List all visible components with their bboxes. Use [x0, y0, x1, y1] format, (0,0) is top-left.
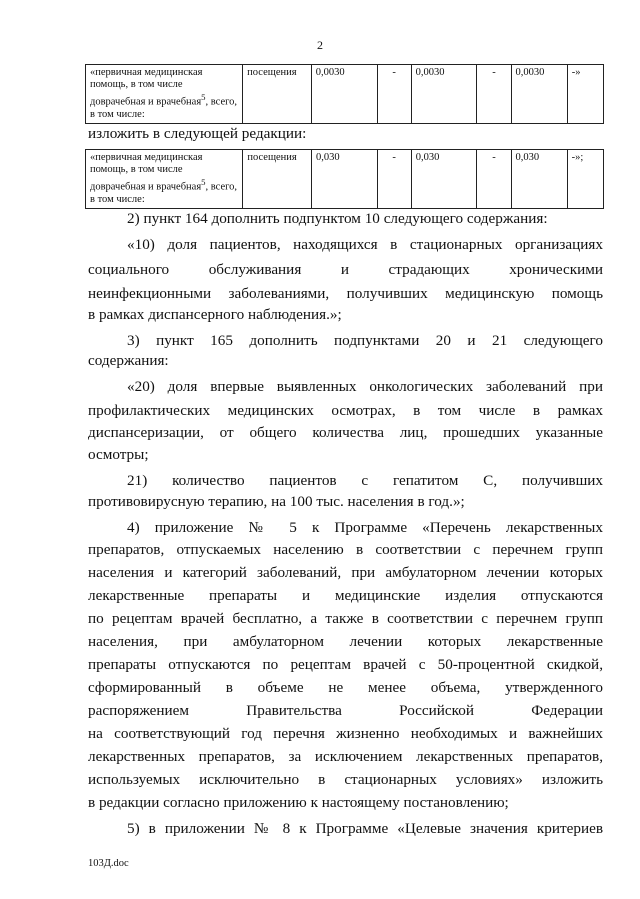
text-line: неинфекционными заболеваниями, получивших медицинскую помощь [88, 285, 603, 302]
text-line: препараты отпускаются по рецептам врачей с 50-процентной скидкой, [88, 656, 603, 673]
text-line: социального обслуживания и страдающих хроническими [88, 261, 603, 278]
table-row [86, 150, 604, 209]
table-cell-dash: - [477, 65, 511, 124]
text-line: лекарственных препаратов, за исключением лекарственных препаратов, [88, 748, 603, 765]
text-line: противовирусную терапию, на 100 тыс. населения в год.»; [88, 493, 465, 510]
text-line: населения, при амбулаторном лечении которых лекарственные [88, 633, 603, 650]
text-line: «20) доля впервые выявленных онкологических заболеваний при [127, 378, 603, 395]
table-cell-indicator: «первичная медицинская помощь, в том числе доврачебная и врачебная$^5$, всего, в том числе: [86, 65, 243, 124]
indicator-table-old [85, 64, 604, 124]
page-number: 2 [317, 38, 323, 52]
text-line: в рамках диспансерного наблюдения.»; [88, 306, 342, 323]
text-line: препаратов, отпускаемых населению в соответствии с перечнем групп [88, 541, 603, 558]
table-cell-value: 0,030 [411, 150, 477, 209]
text-line: по рецептам врачей бесплатно, а также в соответствии с перечнем групп [88, 610, 603, 627]
text-line: населения и категорий заболеваний, при амбулаторном лечении которых [88, 564, 603, 581]
text-line: сформированный в объеме не менее объема, утвержденного [88, 679, 603, 696]
table-row [86, 65, 604, 124]
table-cell-value: 0,0030 [511, 65, 567, 124]
text-line: профилактических медицинских осмотрах, в том числе в рамках [88, 402, 603, 419]
text-line: 2) пункт 164 дополнить подпунктом 10 следующего содержания: [127, 210, 548, 227]
text-line: в редакции согласно приложению к настоящему постановлению; [88, 794, 509, 811]
text-line: содержания: [88, 352, 169, 369]
footnote-mark: 5 [201, 177, 206, 187]
table-cell-value: 0,030 [311, 150, 377, 209]
table-cell-unit: посещения [243, 150, 312, 209]
table-cell-indicator: «первичная медицинская помощь, в том числе доврачебная и врачебная$^5$, всего, в том числе: [86, 150, 243, 209]
table-cell-value: 0,0030 [311, 65, 377, 124]
table-cell-dash: - [477, 150, 511, 209]
text-line: распоряжением Правительства Российской Федерации [88, 702, 603, 719]
table-cell-dash: - [377, 65, 411, 124]
text-line: используемых исключительно в стационарных условиях» изложить [88, 771, 603, 788]
text-line: осмотры; [88, 446, 149, 463]
indicator-table-new [85, 149, 604, 209]
table-cell-value: 0,030 [511, 150, 567, 209]
text-line: изложить в следующей редакции: [88, 125, 307, 142]
table-cell-value: 0,0030 [411, 65, 477, 124]
footer-filename: 103Д.doc [88, 858, 129, 869]
text-line: диспансеризации, от общего количества лиц, прошедших указанные [88, 424, 603, 441]
table-cell-dash: -» [567, 65, 603, 124]
text-line: 5) в приложении № 8 к Программе «Целевые значения критериев [127, 820, 603, 837]
table-cell-dash: -»; [567, 150, 603, 209]
text-line: на соответствующий год перечня жизненно необходимых и важнейших [88, 725, 603, 742]
table-cell-unit: посещения [243, 65, 312, 124]
text-line: 21) количество пациентов с гепатитом С, получивших [127, 472, 603, 489]
text-line: лекарственные препараты и медицинские изделия отпускаются [88, 587, 603, 604]
text-line: 3) пункт 165 дополнить подпунктами 20 и 21 следующего [127, 332, 603, 349]
text-line: 4) приложение № 5 к Программе «Перечень лекарственных [127, 519, 603, 536]
footnote-mark: 5 [201, 92, 206, 102]
table-cell-dash: - [377, 150, 411, 209]
text-line: «10) доля пациентов, находящихся в стационарных организациях [127, 236, 603, 253]
